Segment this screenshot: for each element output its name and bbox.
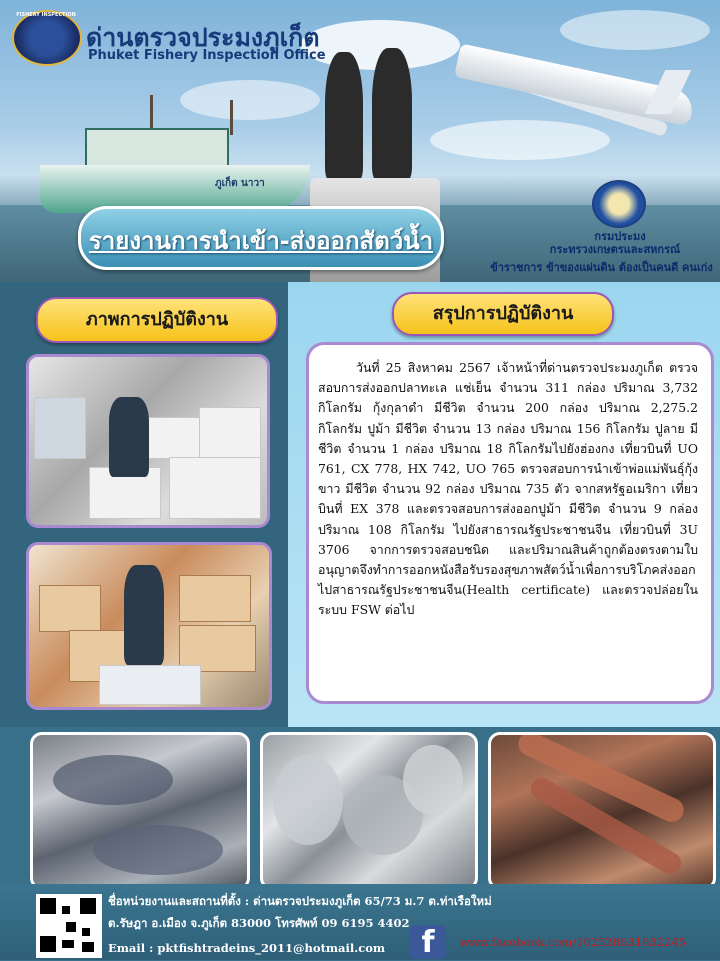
cloud bbox=[180, 80, 320, 120]
facebook-icon[interactable]: f bbox=[410, 925, 446, 959]
ministry-name: กระทรวงเกษตรและสหกรณ์ bbox=[549, 243, 681, 256]
statue bbox=[372, 48, 412, 180]
footer-email[interactable]: Email : pktfishtradeins_2011@hotmail.com bbox=[108, 941, 386, 955]
crab-photo bbox=[30, 732, 250, 890]
cloud bbox=[560, 10, 710, 50]
cloud bbox=[430, 120, 610, 160]
office-name-en: Phuket Fishery Inspection Office bbox=[88, 48, 326, 63]
facebook-url[interactable]: www.facebook.com/102528631632245 bbox=[460, 935, 686, 949]
boat-name: ภูเก็ต นาวา bbox=[215, 178, 265, 189]
department-name: กรมประมง bbox=[594, 230, 646, 243]
fishery-inspection-logo bbox=[12, 10, 82, 66]
summary-heading: สรุปการปฏิบัติงาน bbox=[392, 292, 614, 336]
summary-text: วันที่ 25 สิงหาคม 2567 เจ้าหน้าที่ด่านตรวจประมงภูเก็ต ตรวจสอบการส่งออกปลาทะเล แช่เย็น จำนวน 311 กล่อง ปริมาณ 3,732 กิโลกรัม กุ้งกุลาดำ มีชีวิต จำนวน 200 กล่อง ปริมาณ 2,275.2 กิโลกรัม ปูม้า มีชีวิต จำนวน 13 กล่อง ปริมาณ 156 กิโลกรัม ปูลาย มีชีวิต จำนวน 1 กล่อง ปริมาณ 18 กิโลกรัมไปยังฮ่องกง เที่ยวบินที่ UO 761, CX 778, HX 742, UO 765 ตรวจสอบการนำเข้าพ่อแม่พันธุ์กุ้งขาว มีชีวิต จำนวน 92 กล่อง ปริมาณ 735 ตัว จากสหรัฐอเมริกา เที่ยวบินที่ EX 378 และตรวจสอบการส่งออกปูม้า มีชีวิต จำนวน 9 กล่อง ปริมาณ 108 กิโลกรัม ไปยังสาธารณรัฐประชาชนจีน เที่ยวบินที่ 3U 3706 จากการตรวจสอบชนิด และปริมาณสินค้าถูกต้องตรงตามใบอนุญาตจึงทำการออกหนังสือรับรองสุขภาพสัตว์น้ำเพื่อการบริโภคส่งออกไปสาธารณรัฐประชาชนจีน(Health certificate) และตรวจปล่อยในระบบ FSW ต่อไป bbox=[318, 360, 698, 618]
photos-heading: ภาพการปฏิบัติงาน bbox=[36, 297, 278, 343]
footer-address-line-2: ต.รัษฎา อ.เมือง จ.ภูเก็ต 83000 โทรศัพท์ 09 6195 4402 bbox=[108, 916, 410, 930]
department-of-fisheries-logo bbox=[592, 180, 646, 228]
footer-address-line-1: ชื่อหน่วยงานและสถานที่ตั้ง : ด่านตรวจประมงภูเก็ต 65/73 ม.7 ต.ท่าเรือใหม่ bbox=[108, 894, 492, 908]
boat-mast bbox=[230, 100, 233, 135]
office-name-th: ด่านตรวจประมงภูเก็ต bbox=[86, 23, 320, 52]
shrimp-photo bbox=[488, 732, 716, 890]
motto: ข้าราชการ ข้าของแผ่นดิน ต้องเป็นคนดี คนเก่ง bbox=[490, 261, 713, 274]
qr-code[interactable] bbox=[36, 894, 102, 958]
fish-photo bbox=[260, 732, 478, 890]
report-title: รายงานการนำเข้า-ส่งออกสัตว์น้ำ bbox=[88, 227, 434, 255]
statue bbox=[325, 52, 363, 180]
logo-text: FISHERY INSPECTION bbox=[16, 12, 76, 18]
inspection-photo-1 bbox=[26, 354, 270, 528]
inspection-photo-2 bbox=[26, 542, 272, 710]
